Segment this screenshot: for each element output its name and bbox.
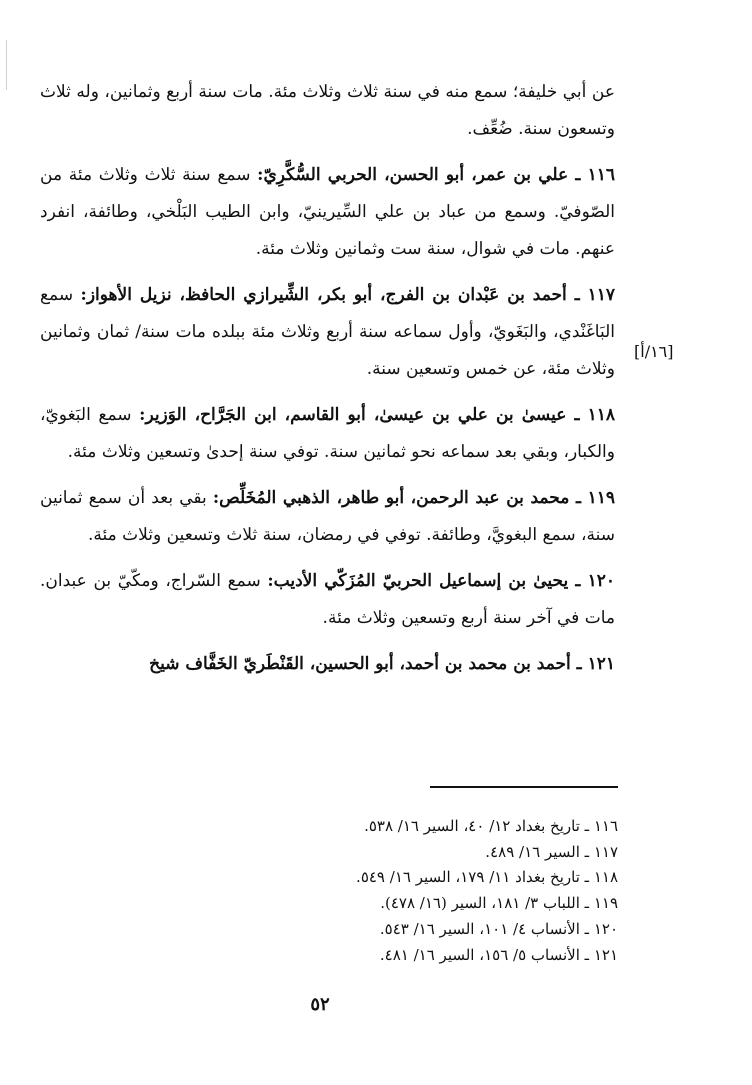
entry-heading: ١١٩ ـ محمد بن عبد الرحمن، أبو طاهر، الذهبي المُخَلِّص: bbox=[212, 488, 615, 508]
entry-text: بقي بعد أن سمع ثمانين سنة، سمع البغويَّ، وطائفة. توفي في رمضان، سنة ثلاث وتسعين وثلاث مئة. bbox=[40, 488, 615, 545]
entry-heading: ١١٨ ـ عيسىٰ بن علي بن عيسىٰ، أبو القاسم، ابن الجَرَّاح، الوَزير: bbox=[139, 405, 616, 425]
entry-text: سمع السّراج، ومكّيّ بن عبدان. مات في آخر سنة أربع وتسعين وثلاث مئة. bbox=[40, 571, 615, 628]
entry-118 bbox=[40, 397, 615, 471]
entry-115-continuation bbox=[40, 74, 615, 148]
footnote: ١١٩ ـ اللباب ٣/ ١٨١، السير (١٦/ ٤٧٨). bbox=[380, 894, 618, 913]
entry-heading: ١٢١ ـ أحمد بن محمد بن أحمد، أبو الحسين، القَنْطَريّ الخَفَّاف شيخ bbox=[149, 654, 615, 674]
entry-heading: ١٢٠ ـ يحيىٰ بن إسماعيل الحربيّ المُزَكّي الأديب: bbox=[267, 571, 615, 591]
entry-120 bbox=[40, 563, 615, 637]
entry-121 bbox=[40, 646, 615, 683]
entry-text: عن أبي خليفة؛ سمع منه في سنة ثلاث وثلاث مئة. مات سنة أربع وثمانين، وله ثلاث وتسعون سنة. ضُعِّف. bbox=[40, 82, 615, 139]
entry-text: سمع البَغويّ، والكبار، وبقي بعد سماعه نحو ثمانين سنة. توفي سنة إحدىٰ وتسعين وثلاث مئة. bbox=[40, 405, 615, 462]
page-number: ٥٢ bbox=[310, 994, 330, 1015]
footnote: ١١٨ ـ تاريخ بغداد ١١/ ١٧٩، السير ١٦/ ٥٤٩. bbox=[356, 868, 618, 887]
scan-edge-mark bbox=[6, 40, 7, 90]
footnote: ١١٧ ـ السير ١٦/ ٤٨٩. bbox=[485, 842, 618, 861]
footnote: ١٢١ ـ الأنساب ٥/ ١٥٦، السير ١٦/ ٤٨١. bbox=[379, 945, 618, 964]
folio-marker: [١٦/أ] bbox=[634, 342, 674, 361]
main-text bbox=[40, 74, 615, 692]
entry-text: سمع سنة ثلاث وثلاث مئة من الصّوفيّ. وسمع من عباد بن علي السِّيرينيّ، وابن الطيب البَلْخي، وطائفة، انفرد عنهم. مات في شوال، سنة ست وثمانين وثلاث مئة. bbox=[40, 165, 615, 259]
footnote: ١١٦ ـ تاريخ بغداد ١٢/ ٤٠، السير ١٦/ ٥٣٨. bbox=[364, 817, 618, 835]
entry-119 bbox=[40, 480, 615, 554]
entry-heading: ١١٧ ـ أحمد بن عَبْدان بن الفرج، أبو بكر، الشِّيرازي الحافظ، نزيل الأهواز: bbox=[80, 285, 616, 305]
footnote-divider bbox=[430, 786, 618, 788]
entry-116 bbox=[40, 157, 615, 268]
entry-117 bbox=[40, 277, 615, 388]
footnotes bbox=[40, 814, 618, 968]
entry-heading: ١١٦ ـ علي بن عمر، أبو الحسن، الحربي السُّكَّرِيّ: bbox=[257, 165, 615, 185]
footnote: ١٢٠ ـ الأنساب ٤/ ١٠١، السير ١٦/ ٥٤٣. bbox=[379, 919, 618, 938]
entry-text: سمع البَاغَنْدي، والبَغَويّ، وأول سماعه سنة أربع وثلاث مئة ببلده مات سنة/ ثمان وثمانين وثلاث مئة، عن خمس وتسعين سنة. bbox=[40, 285, 615, 379]
